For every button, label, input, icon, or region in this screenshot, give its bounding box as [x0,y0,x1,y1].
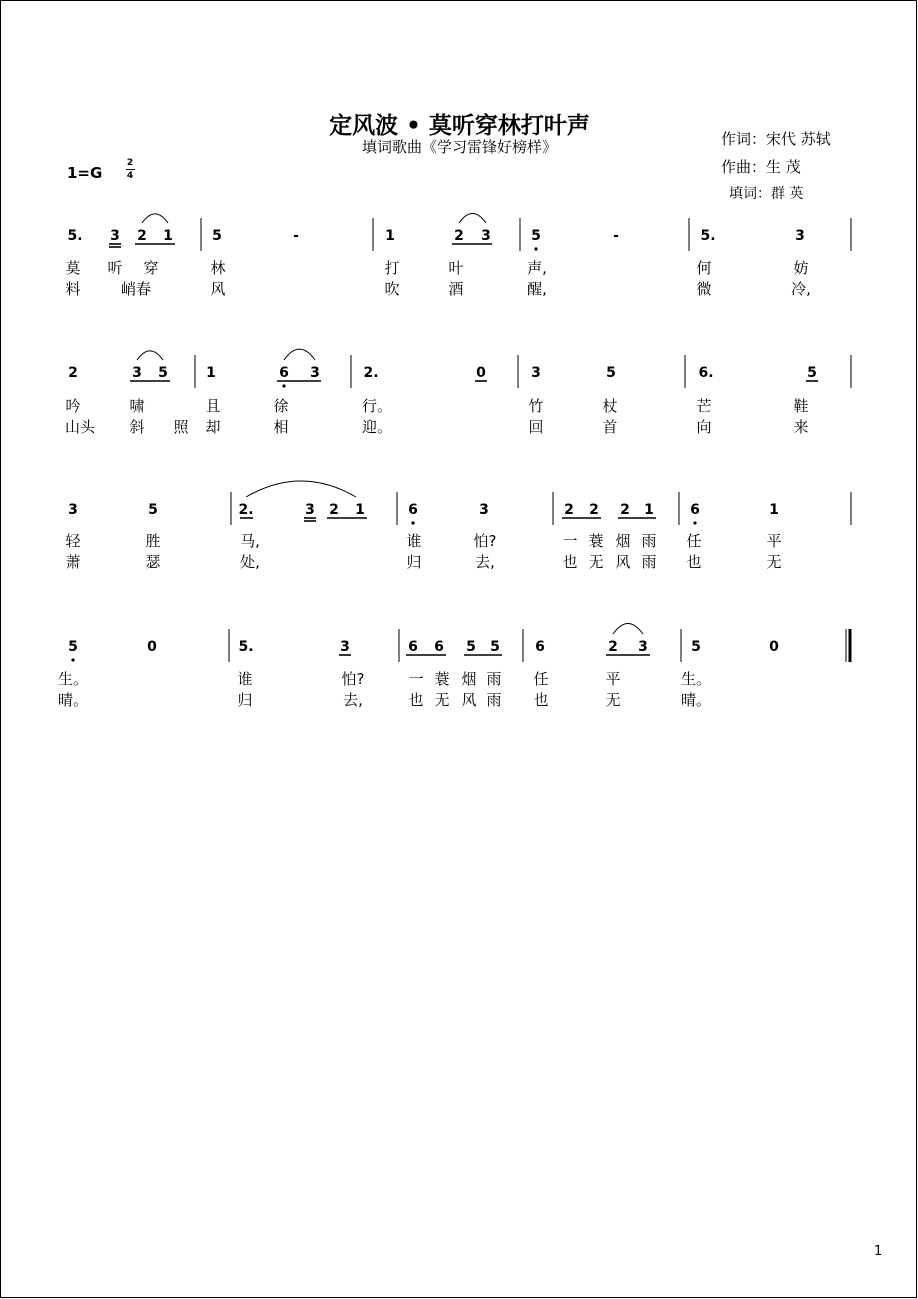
note: 6. [698,365,714,381]
lyric-word: 风 [615,553,631,571]
lyric-word: 鞋 [793,397,809,415]
time-signature-bottom: 4 [126,171,134,181]
note: 6 [408,502,418,518]
lyric-word: 无 [605,691,621,709]
note: 5 [531,228,541,244]
note: 6 [279,365,289,381]
lyric-word: 回 [528,418,544,436]
notation-svg [1,1,918,1299]
lyric-word: 来 [793,418,809,436]
lyric-word: 去, [343,691,363,709]
lyric-word: 风 [210,280,226,298]
lyric-word: 蓑 [434,670,450,688]
lyric-word: 一 [408,670,424,688]
note: 6 [535,639,545,655]
note: 0 [769,639,779,655]
lyric-word: 微 [696,280,712,298]
note: 1 [769,502,779,518]
lyric-word: 料 [65,280,81,298]
octave-dot [693,521,696,524]
lyric-word: 归 [406,553,422,571]
lyric-word: 啸 [129,397,145,415]
note: 5 [158,365,168,381]
lyric-word: 雨 [641,553,657,571]
lyric-word: 瑟 [145,553,161,571]
lyric-word: 谁 [237,670,253,688]
note: 3 [531,365,541,381]
octave-dot [71,658,74,661]
lyric-word: 也 [533,691,549,709]
note: 3 [340,639,350,655]
lyric-word: 谁 [406,532,422,550]
note: 2 [608,639,618,655]
note: 3 [310,365,320,381]
note: 3 [132,365,142,381]
note: 5 [466,639,476,655]
lyric-word: 也 [562,553,578,571]
lyric-word: 无 [588,553,604,571]
lyric-word: 处, [240,553,260,571]
lyric-word: 峭春 [120,280,152,298]
octave-dot [534,247,537,250]
note: 2 [620,502,630,518]
note: 3 [481,228,491,244]
note: 2 [564,502,574,518]
lyric-word: 任 [533,670,549,688]
song-subtitle: 填词歌曲《学习雷锋好榜样》 [361,138,557,156]
note: - [613,228,619,244]
lyric-word: 雨 [486,670,502,688]
key-signature: 1=G [67,164,103,182]
slur-arc [284,349,315,360]
lyric-word: 萧 [65,553,81,571]
lyric-word: 竹 [528,397,544,415]
notation-area [1,1,918,1299]
lyric-word: 无 [766,553,782,571]
lyric-word: 怕? [341,670,365,688]
lyric-word: 平 [766,532,782,550]
note: 3 [305,502,315,518]
time-signature-top: 2 [126,158,134,168]
arranger-credit: 填词：群 英 [729,186,804,202]
note: - [293,228,299,244]
lyric-word: 吟 [65,397,81,415]
note: 2. [363,365,379,381]
note: 3 [110,228,120,244]
note: 1 [355,502,365,518]
lyricist-credit: 作词：宋代 苏轼 [721,130,831,148]
note: 5. [238,639,254,655]
lyric-word: 向 [696,418,712,436]
lyric-word: 酒 [448,280,464,298]
lyric-word: 声, [527,259,547,277]
lyric-word: 胜 [145,532,161,550]
lyric-word: 晴。 [680,691,712,709]
note: 2 [137,228,147,244]
lyric-word: 归 [237,691,253,709]
note: 5. [700,228,716,244]
note: 1 [644,502,654,518]
page-number: 1 [874,1244,883,1259]
lyric-word: 穿 [143,259,159,277]
note: 5. [67,228,83,244]
lyric-word: 雨 [486,691,502,709]
lyric-word: 吹 [384,280,400,298]
note: 3 [638,639,648,655]
lyric-word: 打 [384,259,400,277]
lyric-word: 晴。 [57,691,89,709]
lyric-word: 怕? [473,532,497,550]
note: 3 [479,502,489,518]
lyric-word: 林 [210,259,226,277]
lyric-word: 烟 [461,670,477,688]
note: 2 [589,502,599,518]
lyric-word: 行。 [361,397,393,415]
note: 2 [329,502,339,518]
lyric-word: 去, [475,553,495,571]
note: 0 [147,639,157,655]
lyric-word: 叶 [448,259,464,277]
lyric-word: 山头 [64,418,96,436]
lyric-word: 醒, [527,280,547,298]
note: 0 [476,365,486,381]
slur-arc [459,214,486,223]
note: 5 [691,639,701,655]
note: 6 [434,639,444,655]
lyric-word: 生。 [57,670,89,688]
note: 2 [68,365,78,381]
note: 2. [238,502,254,518]
note: 5 [212,228,222,244]
lyric-word: 莫 [65,259,81,277]
note: 5 [148,502,158,518]
note: 2 [454,228,464,244]
lyric-word: 任 [686,532,702,550]
lyric-word: 何 [696,259,712,277]
slur-arc [137,351,163,360]
lyric-word: 芒 [696,397,712,415]
lyric-word: 风 [461,691,477,709]
lyric-word: 相 [273,418,289,436]
note: 1 [385,228,395,244]
note: 6 [408,639,418,655]
lyric-word: 生。 [680,670,712,688]
lyric-word: 迎。 [361,418,393,436]
lyric-word: 无 [434,691,450,709]
octave-dot [411,521,414,524]
lyric-word: 听 [107,259,123,277]
slur-arc [142,214,168,223]
lyric-word: 烟 [615,532,631,550]
lyric-word: 蓑 [588,532,604,550]
lyric-word: 斜 [129,418,145,436]
lyric-word: 却 [205,418,221,436]
lyric-word: 平 [605,670,621,688]
note: 5 [68,639,78,655]
note: 3 [68,502,78,518]
note: 5 [490,639,500,655]
lyric-word: 照 [173,418,189,436]
slur-arc [246,481,356,497]
lyric-word: 雨 [641,532,657,550]
note: 5 [807,365,817,381]
song-title: 定风波 • 莫听穿林打叶声 [329,113,590,139]
note: 1 [206,365,216,381]
lyric-word: 且 [205,397,221,415]
note: 1 [163,228,173,244]
lyric-word: 徐 [273,397,289,415]
octave-dot [282,384,285,387]
lyric-word: 冷, [791,280,811,298]
lyric-word: 轻 [65,532,81,550]
lyric-word: 一 [562,532,578,550]
lyric-word: 也 [686,553,702,571]
lyric-word: 杖 [602,397,618,415]
lyric-word: 妨 [793,259,809,277]
composer-credit: 作曲：生 茂 [721,158,801,176]
slur-arc [613,624,643,635]
lyric-word: 也 [408,691,424,709]
note: 5 [606,365,616,381]
lyric-word: 首 [602,418,618,436]
note: 6 [690,502,700,518]
lyric-word: 马, [240,532,260,550]
note: 3 [795,228,805,244]
